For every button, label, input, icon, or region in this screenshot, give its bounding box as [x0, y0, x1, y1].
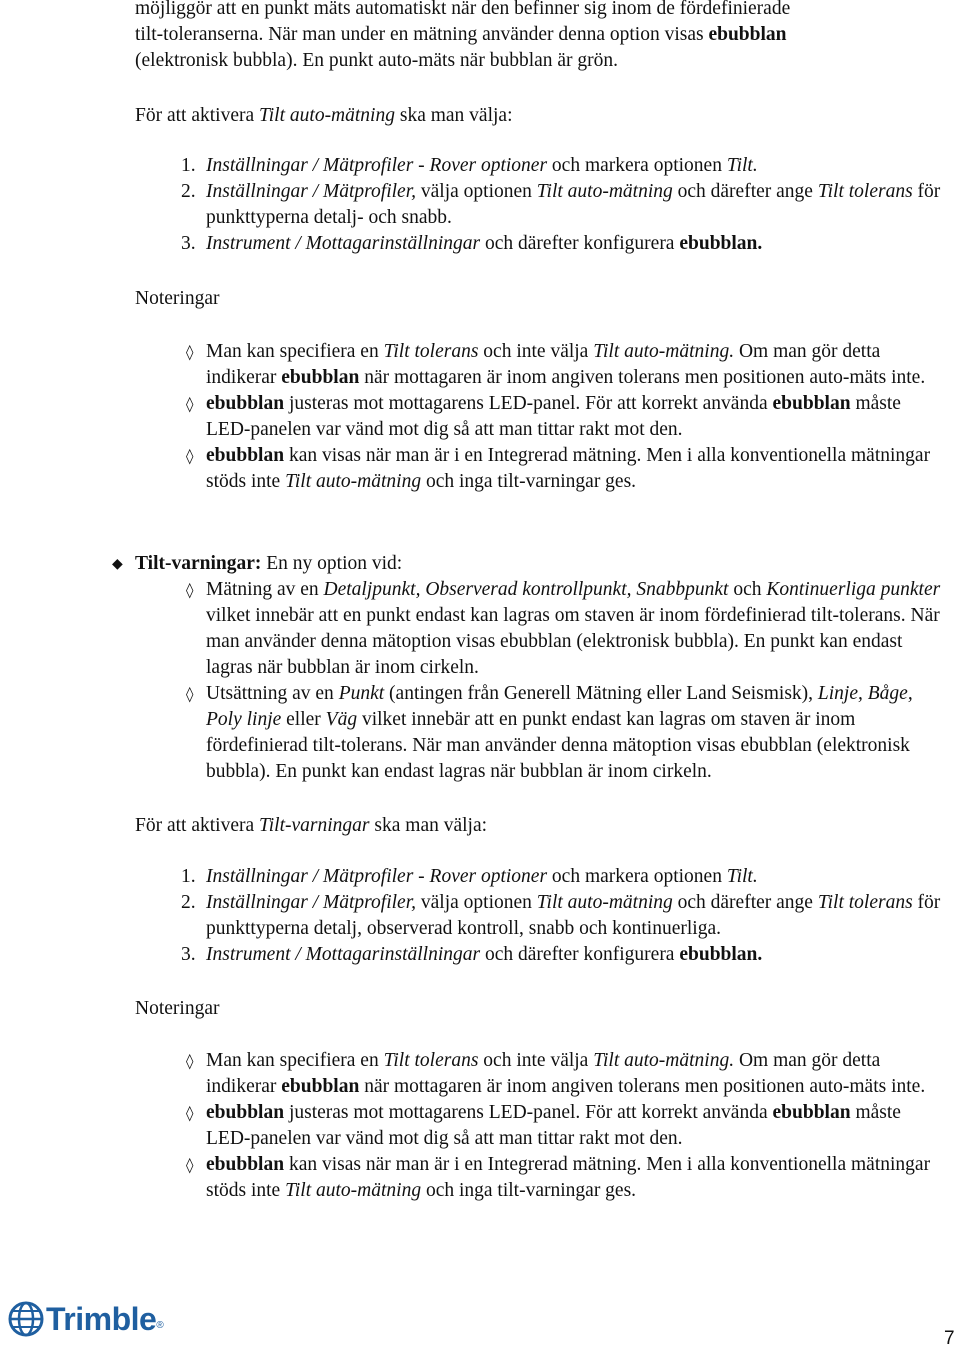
page-number: 7	[944, 1328, 955, 1349]
list-item: 3. Instrument / Mottagarinställningar och därefter konfigurera ebubblan.	[181, 944, 763, 965]
diamond-icon: ◊	[186, 581, 194, 599]
diamond-icon: ◊	[186, 395, 194, 413]
note-item: ◊ Man kan specifiera en Tilt tolerans och inte välja Tilt auto-mätning. Om man gör detta indikerar ebubblan när mottagaren är inom angiven tolerans men positionen auto-mäts inte.	[186, 1050, 926, 1097]
diamond-icon: ◊	[186, 447, 194, 465]
diamond-icon: ◊	[186, 343, 194, 361]
note-item: ◊ Man kan specifiera en Tilt tolerans och inte välja Tilt auto-mätning. Om man gör detta indikerar ebubblan när mottagaren är inom angiven tolerans men positionen auto-mäts inte.	[186, 341, 926, 388]
trimble-globe-icon	[8, 1301, 44, 1337]
activate-auto-measure-line: För att aktivera Tilt auto-mätning ska man välja:	[135, 105, 513, 126]
intro-line: möjliggör att en punkt mäts automatiskt när den befinner sig inom de fördefinierade	[135, 0, 791, 19]
note-item: ◊ Utsättning av en Punkt (antingen från Generell Mätning eller Land Seismisk), Linje, Båge, Poly linje eller Väg vilket innebär att en punkt endast kan lagras om staven är inom fördefinierad tilt-tolerans. När man använder denna mätoption visas ebubblan (elektronisk bubbla). En punkt kan endast lagras när bubblan är inom cirkeln.	[186, 683, 913, 782]
note-item: ◊ ebubblan justeras mot mottagarens LED-panel. För att korrekt använda ebubblan måste LED-panelen var vänd mot dig så att man tittar rakt mot den.	[186, 393, 901, 440]
activate-tilt-warnings-line: För att aktivera Tilt-varningar ska man välja:	[135, 815, 488, 836]
bullet-icon: ◆	[112, 556, 123, 572]
diamond-icon: ◊	[186, 685, 194, 703]
tilt-warnings-heading: Tilt-varningar: En ny option vid:	[135, 553, 403, 574]
notes-heading: Noteringar	[135, 288, 220, 309]
trimble-logo	[8, 1299, 164, 1339]
list-item: 3. Instrument / Mottagarinställningar och därefter konfigurera ebubblan.	[181, 233, 763, 254]
list-item: 1. Inställningar / Mätprofiler - Rover optioner och markera optionen Tilt.	[181, 155, 758, 176]
list-item: 2. Inställningar / Mätprofiler, välja optionen Tilt auto-mätning och därefter ange Tilt tolerans för punkttyperna detalj, observerad kontroll, snabb och kontinuerliga.	[181, 892, 941, 939]
intro-line: (elektronisk bubbla). En punkt auto-mäts när bubblan är grön.	[135, 50, 619, 71]
steps-list-1	[181, 153, 941, 257]
logo-wordmark: Trimble	[46, 1300, 157, 1337]
notes-list-2	[186, 1048, 946, 1204]
intro-line: tilt-toleranserna. När man under en mätning använder denna option visas ebubblan	[135, 24, 787, 45]
diamond-icon: ◊	[186, 1052, 194, 1070]
diamond-icon: ◊	[186, 1104, 194, 1122]
steps-list-2	[181, 864, 941, 968]
notes-heading: Noteringar	[135, 998, 220, 1019]
note-item: ◊ ebubblan justeras mot mottagarens LED-panel. För att korrekt använda ebubblan måste LED-panelen var vänd mot dig så att man tittar rakt mot den.	[186, 1102, 901, 1149]
notes-list-1	[186, 339, 946, 495]
intro-paragraph	[135, 0, 935, 74]
list-item: 2. Inställningar / Mätprofiler, välja optionen Tilt auto-mätning och därefter ange Tilt tolerans för punkttyperna detalj- och snabb.	[181, 181, 941, 228]
note-item: ◊ ebubblan kan visas när man är i en Integrerad mätning. Men i alla konventionella mätningar stöds inte Tilt auto-mätning och inga tilt-varningar ges.	[186, 445, 931, 492]
note-item: ◊ Mätning av en Detaljpunkt, Observerad kontrollpunkt, Snabbpunkt och Kontinuerliga punkter vilket innebär att en punkt endast kan lagras om staven är inom fördefinierad tilt-tolerans. När man använder denna mätoption visas ebubblan (elektronisk bubbla). En punkt kan endast lagras när bubblan är inom cirkeln.	[186, 579, 941, 678]
registered-mark: ®	[156, 1320, 164, 1331]
note-item: ◊ ebubblan kan visas när man är i en Integrerad mätning. Men i alla konventionella mätningar stöds inte Tilt auto-mätning och inga tilt-varningar ges.	[186, 1154, 931, 1201]
diamond-icon: ◊	[186, 1156, 194, 1174]
list-item: 1. Inställningar / Mätprofiler - Rover optioner och markera optionen Tilt.	[181, 866, 758, 887]
tilt-warnings-list	[186, 577, 946, 785]
